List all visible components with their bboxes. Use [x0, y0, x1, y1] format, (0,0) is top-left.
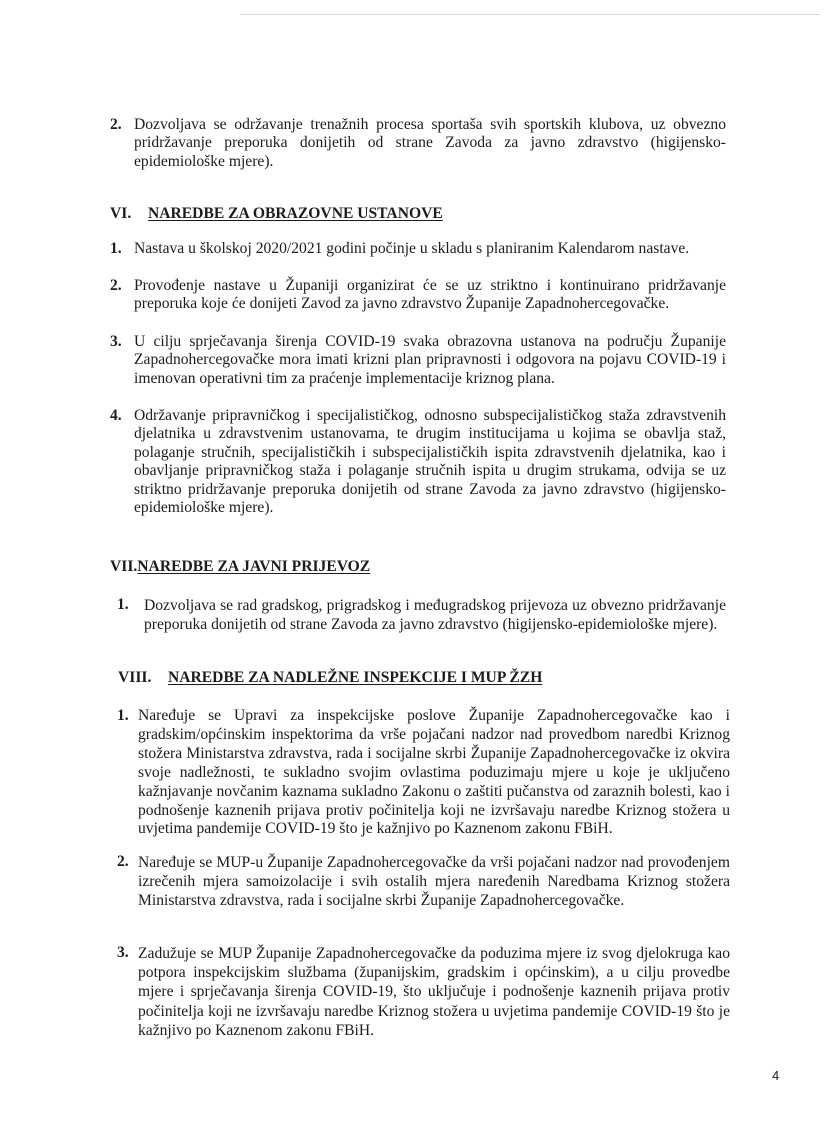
item-text: Održavanje pripravničkog i specijalističkog, odnosno subspecijalističkog staža zdravstvenih djelatnika u zdravstvenim ustanovama, te drugim institucijama u kojima se obavlja staž, polaganje stručnih, specijalističkih i subspecijalističkih ispita zdravstvenih djelatnika, kao i obavljanje pripravničkog staža i polaganje stručnih ispita u drugim strukama, odvija se uz striktno pridržavanje preporuka donijetih od strane Zavoda za javno zdravstvo (higijensko-epidemiološke mjere). [134, 407, 726, 517]
item-number: 2. [110, 277, 122, 294]
item-text: Dozvoljava se rad gradskog, prigradskog i međugradskog prijevoza uz obvezno pridržavanje preporuka donijetih od strane Zavoda za javno zdravstvo (higijensko-epidemiološke mjere). [144, 597, 726, 633]
item-text: Dozvoljava se održavanje trenažnih procesa sportaša svih sportskih klubova, uz obvezno pridržavanje preporuka donijetih od strane Zavoda za javno zdravstvo (higijensko-epidemiološke mjere). [134, 116, 726, 170]
list-item [110, 407, 726, 517]
section-numeral: VI. [110, 205, 132, 222]
item-text: Nastava u školskoj 2020/2021 godini počinje u skladu s planiranim Kalendarom nastave. [134, 240, 690, 257]
item-text: Provođenje nastave u Županiji organizirat će se uz striktno i kontinuirano pridržavanje preporuka koje će donijeti Zavod za javno zdravstvo Županije Zapadnohercegovačke. [134, 277, 726, 313]
section-title: NAREDBE ZA OBRAZOVNE USTANOVE [148, 205, 443, 222]
section-numeral: VIII. [118, 669, 152, 686]
list-item [110, 333, 726, 388]
item-number: 2. [117, 853, 129, 870]
item-number: 3. [110, 333, 122, 350]
list-item [117, 596, 726, 634]
item-text: Naređuje se Upravi za inspekcijske poslove Županije Zapadnohercegovačke kao i gradskim/općinskim inspektorima da vrše pojačani nadzor nad provedbom naredbi Kriznog stožera Ministarstva zdravstva, rada i socijalne skrbi Županije Zapadnohercegovačke iz okvira svoje nadležnosti, te sukladno svojim ovlastima poduzimaju mjere u koje je uključeno kažnjavanje novčanim kaznama sukladno Zakonu o zaštiti pučanstva od zaraznih bolesti, kao i podnošenje kaznenih prijava protiv počinitelja koji ne izvršavaju naredbe Kriznog stožera u uvjetima pandemije COVID-19 što je kažnjivo po Kaznenom zakonu FBiH. [138, 707, 730, 838]
section-heading-viii [118, 668, 542, 688]
list-item [117, 944, 730, 1040]
list-item [117, 707, 730, 839]
list-item [110, 277, 726, 314]
list-item [117, 853, 730, 911]
item-number: 1. [110, 240, 122, 257]
top-scan-rule [240, 14, 820, 15]
list-item [110, 240, 726, 258]
section-title: NAREDBE ZA NADLEŽNE INSPEKCIJE I MUP ŽZH [168, 669, 543, 686]
item-number: 3. [117, 944, 129, 961]
item-number: 4. [110, 407, 122, 424]
item-text: Zadužuje se MUP Županije Zapadnohercegovačke da poduzima mjere iz svog djelokruga kao potpora inspekcijskim službama (županijskim, gradskim i općinskim), a u cilju provedbe mjere i sprječavanja širenja COVID-19, što uključuje i podnošenje kaznenih prijava protiv počinitelja koji ne izvršavaju naredbe Kriznog stožera u uvjetima pandemije COVID-19 što je kažnjivo po Kaznenom zakonu FBiH. [138, 945, 730, 1039]
section-heading-vi [110, 204, 443, 224]
item-number: 1. [117, 596, 129, 613]
page-number: 4 [772, 1068, 780, 1083]
item-text: Naređuje se MUP-u Županije Zapadnohercegovačke da vrši pojačani nadzor nad provođenjem izrečenih mjera samoizolacije i svih ostalih mjera naređenih Naredbama Kriznog stožera Ministarstva zdravstva, rada i socijalne skrbi Županije Zapadnohercegovačke. [138, 854, 730, 910]
intro-item [110, 116, 726, 171]
item-number: 1. [117, 707, 129, 724]
item-text: U cilju sprječavanja širenja COVID-19 svaka obrazovna ustanova na području Županije Zapadnohercegovačke mora imati krizni plan pripravnosti i odgovora na pojavu COVID-19 i imenovan operativni tim za praćenje implementacije kriznog plana. [134, 333, 726, 387]
item-number: 2. [110, 116, 122, 133]
section-heading-vii [110, 557, 370, 577]
section-numeral: VII. [110, 558, 138, 575]
section-title: NAREDBE ZA JAVNI PRIJEVOZ [137, 558, 371, 575]
